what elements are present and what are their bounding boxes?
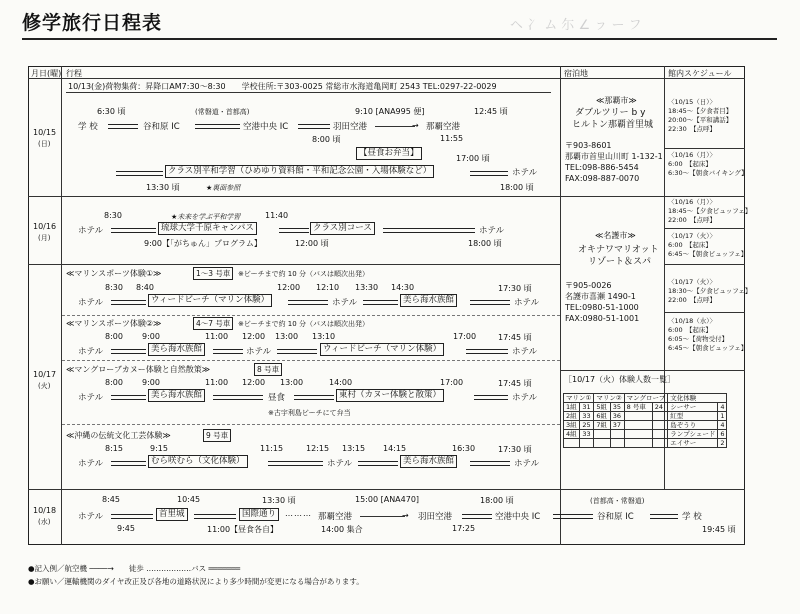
time-label: 13:30 頃 bbox=[262, 496, 296, 505]
count-cell: 24 bbox=[652, 403, 667, 412]
schedule-line: 〈10/16（月）〉 bbox=[668, 198, 716, 206]
bus-line bbox=[470, 461, 510, 466]
schedule-line: 〈10/17（火）〉 bbox=[668, 232, 716, 240]
schedule-line: 22:00 【点呼】 bbox=[668, 216, 716, 224]
shurijo-box: 首里城 bbox=[156, 508, 188, 521]
count-cell bbox=[652, 421, 667, 430]
bus-tag: 9 号車 bbox=[203, 429, 231, 442]
time-label: 11:40 bbox=[265, 211, 289, 220]
walk-line: ……… bbox=[285, 509, 312, 518]
time-label: 17:45 頃 bbox=[498, 379, 532, 388]
schedule-line: 22:00 【点呼】 bbox=[668, 296, 716, 304]
count-cell: 33 bbox=[580, 412, 594, 421]
bus-line bbox=[466, 349, 508, 354]
course-title: ≪沖縄の伝統文化工芸体験≫ bbox=[66, 431, 171, 440]
bus-line bbox=[358, 461, 398, 466]
place-hotel: ホテル bbox=[78, 393, 104, 403]
legend-note: ●記入例／航空機 ────→ 徒歩 ………………バス ═══════ bbox=[28, 564, 241, 573]
bus-line bbox=[213, 349, 243, 354]
bus-line bbox=[277, 349, 317, 354]
bus-line bbox=[116, 171, 163, 176]
time-label: 8:40 bbox=[136, 283, 154, 292]
count-cell: 4組 bbox=[564, 430, 580, 439]
lunch-note: ※古宇利島ビーチにて弁当 bbox=[268, 409, 351, 417]
count-cell: 1 bbox=[718, 412, 727, 421]
course-note: ※ビーチまで約 10 分（バスは順次出発） bbox=[238, 320, 369, 328]
program-label: 9:00【「がちゅん」プログラム】 bbox=[144, 239, 262, 248]
count-table bbox=[563, 393, 727, 448]
lunch-box: 【昼食お弁当】 bbox=[356, 147, 422, 160]
place-airport: 那覇空港 bbox=[426, 122, 461, 132]
aquarium-box: 美ら海水族館 bbox=[400, 455, 457, 468]
schedule-line: 6:45〜【朝食ビュッフェ】 bbox=[668, 344, 748, 352]
bus-tag: 1〜3 号車 bbox=[193, 267, 233, 280]
time-label: 11:00 bbox=[205, 378, 229, 387]
bus-line bbox=[470, 300, 510, 305]
time-label: 13:00 bbox=[280, 378, 304, 387]
count-cell: 8 号車 bbox=[624, 403, 652, 412]
note-underline bbox=[66, 92, 551, 93]
count-cell bbox=[610, 439, 624, 448]
lunch-label: 昼食 bbox=[268, 393, 286, 403]
time-label: 16:30 bbox=[452, 444, 476, 453]
schedule-block bbox=[668, 98, 732, 134]
col-divider bbox=[61, 66, 62, 545]
time-label: 14:00 集合 bbox=[321, 525, 363, 534]
count-cell: 37 bbox=[610, 421, 624, 430]
bus-line bbox=[111, 395, 146, 400]
flight-line bbox=[360, 516, 405, 517]
day-weekday: (日) bbox=[38, 140, 51, 148]
place-hotel: ホテル bbox=[78, 298, 104, 308]
place-hotel: ホテル bbox=[78, 459, 104, 469]
flight-line bbox=[375, 126, 415, 127]
place-hotel: ホテル bbox=[327, 459, 353, 469]
hotel-area: ≪名護市≫ bbox=[595, 231, 636, 240]
time-label: 17:45 頃 bbox=[498, 333, 532, 342]
time-label: 8:00 頃 bbox=[312, 135, 341, 144]
row-divider bbox=[28, 196, 561, 197]
schedule-block bbox=[668, 151, 748, 178]
aquarium-box: 美ら海水族館 bbox=[400, 294, 457, 307]
sched-divider bbox=[664, 228, 745, 229]
count-header: マリン② bbox=[594, 394, 624, 403]
place-hotel: ホテル bbox=[332, 298, 358, 308]
bus-tag: 4〜7 号車 bbox=[193, 317, 233, 330]
count-cell: 1組 bbox=[564, 403, 580, 412]
place-hotel: ホテル bbox=[78, 512, 104, 522]
university-box: 琉球大学千原キャンパス bbox=[158, 222, 257, 235]
header-itinerary: 行程 bbox=[66, 69, 82, 78]
page-title: 修学旅行日程表 bbox=[22, 12, 163, 34]
day-weekday: (火) bbox=[38, 382, 51, 390]
peace-program-note: ★未来を学ぶ平和学習 bbox=[171, 213, 241, 221]
count-row bbox=[564, 412, 727, 421]
count-row bbox=[564, 421, 727, 430]
count-cell: 31 bbox=[580, 403, 594, 412]
count-cell: 3組 bbox=[564, 421, 580, 430]
aquarium-box: 美ら海水族館 bbox=[148, 343, 205, 356]
time-label: 17:00 bbox=[453, 332, 477, 341]
flight-label: 9:10 [ANA995 便] bbox=[355, 107, 425, 116]
time-label: 14:00 bbox=[329, 378, 353, 387]
hotel-address: 名護市喜瀬 1490-1 bbox=[565, 292, 636, 301]
bus-line bbox=[194, 514, 236, 519]
bus-line bbox=[474, 395, 508, 400]
schedule-line: 6:00 【起床】 bbox=[668, 326, 712, 334]
count-cell bbox=[610, 430, 624, 439]
schedule-line: 6:00 【起床】 bbox=[668, 160, 712, 168]
day-date: 10/18 bbox=[33, 506, 57, 515]
row-divider bbox=[560, 370, 745, 371]
place-hotel: ホテル bbox=[479, 226, 505, 236]
place-airport: 那覇空港 bbox=[318, 512, 353, 522]
time-label: 13:30 頃 bbox=[146, 183, 180, 192]
schedule-line: 6:05〜【荷物受付】 bbox=[668, 335, 729, 343]
count-cell bbox=[652, 439, 667, 448]
time-label: 8:00 bbox=[105, 332, 123, 341]
bus-line bbox=[111, 514, 153, 519]
time-label: 13:15 bbox=[342, 444, 366, 453]
time-label: 12:00 頃 bbox=[295, 239, 329, 248]
bus-line bbox=[111, 349, 146, 354]
time-label: 9:00 bbox=[142, 378, 160, 387]
count-cell: 6 bbox=[718, 430, 727, 439]
count-cell bbox=[624, 412, 652, 421]
count-cell: 島ぞうり bbox=[668, 421, 718, 430]
hotel-area: ≪那覇市≫ bbox=[596, 96, 637, 105]
count-cell bbox=[624, 421, 652, 430]
route-label: (首都高・常磐道) bbox=[590, 497, 645, 505]
schedule-block bbox=[668, 198, 751, 225]
count-header-row bbox=[564, 394, 727, 403]
hotel-address: 那覇市首里山川町 1-132-1 bbox=[565, 152, 663, 161]
count-cell bbox=[564, 439, 580, 448]
time-label: 17:30 頃 bbox=[498, 445, 532, 454]
hotel-fax: FAX:098-887-0070 bbox=[565, 174, 640, 183]
schedule-line: 22:30 【点呼】 bbox=[668, 125, 716, 133]
class-course-box: クラス別コース bbox=[310, 222, 375, 235]
bus-line bbox=[288, 300, 328, 305]
row-divider bbox=[28, 489, 745, 490]
place-hotel: ホテル bbox=[514, 298, 540, 308]
count-cell: シーサー bbox=[668, 403, 718, 412]
flight-label: 15:00 [ANA470] bbox=[355, 495, 420, 504]
place-ic: 谷和原 IC bbox=[597, 512, 634, 522]
schedule-line: 〈10/17（火）〉 bbox=[668, 278, 716, 286]
time-label: 11:15 bbox=[260, 444, 284, 453]
sched-divider bbox=[664, 196, 745, 197]
bus-line bbox=[108, 124, 138, 129]
hotel-name: ダブルツリー b y bbox=[575, 108, 646, 118]
time-label: 18:00 頃 bbox=[480, 496, 514, 505]
bus-line bbox=[111, 300, 146, 305]
sub-divider bbox=[62, 424, 560, 425]
bus-line bbox=[298, 124, 330, 129]
schedule-line: 18:30〜【夕食ビュッフェ】 bbox=[668, 287, 752, 295]
arrow-icon: → bbox=[402, 511, 409, 520]
schedule-line: 18:45〜【夕食ビュッフェ】 bbox=[668, 207, 752, 215]
hotel-zip: 〒903-8601 bbox=[565, 141, 612, 150]
time-label: 11:00 bbox=[205, 332, 229, 341]
time-label: 17:25 bbox=[452, 524, 476, 533]
time-label: 17:00 bbox=[440, 378, 464, 387]
schedule-line: 〈10/16（月）〉 bbox=[668, 151, 716, 159]
place-ic: 空港中央 IC bbox=[243, 122, 289, 132]
day-weekday: (月) bbox=[38, 234, 51, 242]
header-date: 月日(曜) bbox=[31, 69, 62, 78]
schedule-line: 〈10/18（水）〉 bbox=[668, 317, 716, 325]
time-label: 6:30 頃 bbox=[97, 107, 126, 116]
bus-line bbox=[195, 124, 240, 129]
title-underline bbox=[22, 38, 777, 40]
hotel-tel: TEL:098-886-5454 bbox=[565, 163, 639, 172]
time-label: 12:00 bbox=[242, 332, 266, 341]
time-label: 13:10 bbox=[312, 332, 336, 341]
time-label: 11:55 bbox=[440, 134, 464, 143]
hotel-fax: FAX:0980-51-1001 bbox=[565, 314, 640, 323]
bus-line bbox=[553, 514, 593, 519]
day-date: 10/15 bbox=[33, 128, 57, 137]
schedule-line: 6:30〜【朝食バイキング】 bbox=[668, 169, 748, 177]
place-hotel: ホテル bbox=[512, 168, 538, 178]
count-cell: 紅型 bbox=[668, 412, 718, 421]
time-label: 14:30 bbox=[391, 283, 415, 292]
sched-divider bbox=[664, 148, 745, 149]
count-cell: 7組 bbox=[594, 421, 610, 430]
count-row bbox=[564, 403, 727, 412]
time-label: 17:00 頃 bbox=[456, 154, 490, 163]
time-label: 8:45 bbox=[102, 495, 120, 504]
row-divider bbox=[28, 264, 561, 265]
course-title: ≪マリンスポーツ体験①≫ bbox=[66, 269, 162, 278]
schedule-block bbox=[668, 232, 747, 259]
course-title: ≪マリンスポーツ体験②≫ bbox=[66, 319, 162, 328]
count-header: マングローブ bbox=[624, 394, 668, 403]
count-cell: ランプシェード bbox=[668, 430, 718, 439]
bus-line bbox=[279, 228, 309, 233]
place-hotel: ホテル bbox=[78, 347, 104, 357]
beach-box: ウィードビーチ（マリン体験） bbox=[320, 343, 444, 356]
hotel-name: オキナワマリオット bbox=[578, 245, 659, 255]
sched-divider bbox=[664, 264, 745, 265]
count-cell bbox=[652, 412, 667, 421]
schedule-block bbox=[668, 317, 747, 353]
time-label: 12:00 bbox=[242, 378, 266, 387]
count-cell: 4 bbox=[718, 421, 727, 430]
time-label: 17:30 頃 bbox=[498, 284, 532, 293]
schedule-line: 6:45〜【朝食ビュッフェ】 bbox=[668, 250, 748, 258]
time-label: 18:00 頃 bbox=[468, 239, 502, 248]
place-hotel: ホテル bbox=[78, 226, 104, 236]
sub-divider bbox=[62, 315, 560, 316]
time-label: 13:00 bbox=[275, 332, 299, 341]
time-label: 9:00 bbox=[142, 332, 160, 341]
place-school: 学 校 bbox=[78, 122, 98, 132]
count-cell: 4 bbox=[718, 403, 727, 412]
count-row bbox=[564, 439, 727, 448]
time-label: 18:00 頃 bbox=[500, 183, 534, 192]
count-title: ［10/17（火）体験人数一覧］ bbox=[564, 375, 676, 384]
count-cell: エイサー bbox=[668, 439, 718, 448]
count-row bbox=[564, 430, 727, 439]
place-school: 学 校 bbox=[682, 512, 702, 522]
day-date: 10/17 bbox=[33, 370, 57, 379]
count-header: 文化体験 bbox=[668, 394, 727, 403]
schedule-line: 18:45〜【夕食者目】 bbox=[668, 107, 733, 115]
canoe-box: 東村（カヌー体験と散策） bbox=[336, 389, 444, 402]
time-label: 12:10 bbox=[316, 283, 340, 292]
place-ic: 谷和原 IC bbox=[143, 122, 180, 132]
count-cell: 35 bbox=[610, 403, 624, 412]
hotel-name: リゾート＆スパ bbox=[588, 257, 652, 267]
count-cell: 6組 bbox=[594, 412, 610, 421]
time-label: 8:30 bbox=[104, 211, 122, 220]
time-label: 9:45 bbox=[117, 524, 135, 533]
bus-line bbox=[383, 228, 475, 233]
place-airport: 羽田空港 bbox=[418, 512, 453, 522]
count-cell bbox=[624, 439, 652, 448]
header-schedule: 館内スケジュール bbox=[668, 69, 732, 78]
time-label: 8:30 bbox=[105, 283, 123, 292]
bus-line bbox=[111, 461, 146, 466]
beach-box: ウィードビーチ（マリン体験） bbox=[148, 294, 272, 307]
arrow-icon: → bbox=[412, 121, 419, 130]
count-cell: 25 bbox=[580, 421, 594, 430]
place-ic: 空港中央 IC bbox=[495, 512, 541, 522]
sub-divider bbox=[62, 360, 560, 361]
time-label: 8:00 bbox=[105, 378, 123, 387]
time-label: 9:15 bbox=[150, 444, 168, 453]
bus-tag: 8 号車 bbox=[254, 363, 282, 376]
course-note: ※ビーチまで約 10 分（バスは順次出発） bbox=[238, 270, 369, 278]
count-cell: 36 bbox=[610, 412, 624, 421]
bus-line bbox=[213, 395, 263, 400]
bus-line bbox=[111, 228, 156, 233]
place-hotel: ホテル bbox=[512, 393, 538, 403]
luggage-note: 10/13(金)荷物集荷：昇降口AM7:30〜8:30 学校住所:〒303-0025 常総市水海道亀岡町 2543 TEL:0297-22-0029 bbox=[68, 82, 497, 91]
schedule-line: 20:00〜【平和講話】 bbox=[668, 116, 733, 124]
time-label: 10:45 bbox=[177, 495, 201, 504]
aquarium-box: 美ら海水族館 bbox=[148, 389, 205, 402]
count-header: マリン① bbox=[564, 394, 594, 403]
time-label: 13:30 bbox=[355, 283, 379, 292]
bus-line bbox=[268, 461, 323, 466]
day-weekday: (水) bbox=[38, 518, 51, 526]
place-hotel: ホテル bbox=[512, 347, 538, 357]
count-cell bbox=[594, 430, 610, 439]
time-label: 14:15 bbox=[383, 444, 407, 453]
bus-line bbox=[470, 171, 508, 176]
count-cell bbox=[624, 430, 652, 439]
schedule-line: 〈10/15（日）〉 bbox=[668, 98, 716, 106]
schedule-line: 6:00 【起床】 bbox=[668, 241, 712, 249]
place-hotel: ホテル bbox=[514, 459, 540, 469]
col-divider bbox=[560, 66, 561, 545]
course-title: ≪マングローブカヌー体験と自然散策≫ bbox=[66, 365, 211, 374]
culture-box: むら咲むら（文化体験） bbox=[148, 455, 248, 468]
bus-line bbox=[363, 300, 398, 305]
schedule-block bbox=[668, 278, 751, 305]
hotel-zip: 〒905-0026 bbox=[565, 281, 612, 290]
count-cell bbox=[594, 439, 610, 448]
sched-divider bbox=[664, 312, 745, 313]
time-label: 12:45 頃 bbox=[474, 107, 508, 116]
class-program-box: クラス別平和学習（ひめゆり資料館・平和記念公園・入場体験など） bbox=[165, 165, 434, 178]
time-label: 12:15 bbox=[306, 444, 330, 453]
time-label: 11:00【昼食各自】 bbox=[207, 525, 279, 534]
count-table-wrap bbox=[563, 393, 727, 448]
reference-note: ★裏面参照 bbox=[206, 184, 241, 192]
time-label: 19:45 頃 bbox=[702, 525, 736, 534]
bleed-through-text: ヘ 冫 ム 尓 ∠ ㇷ ー フ bbox=[510, 18, 642, 33]
header-divider bbox=[28, 78, 745, 79]
hotel-name: ヒルトン那覇首里城 bbox=[572, 120, 654, 130]
hotel-tel: TEL:0980-51-1000 bbox=[565, 303, 639, 312]
row-divider bbox=[560, 196, 664, 197]
count-cell bbox=[580, 439, 594, 448]
count-cell: 2組 bbox=[564, 412, 580, 421]
disclaimer-note: ●お願い／運輸機関のダイヤ改正及び各地の道路状況により多少時間が変更になる場合があります。 bbox=[28, 577, 364, 586]
count-cell bbox=[652, 430, 667, 439]
header-lodging: 宿泊地 bbox=[564, 69, 588, 78]
day-date: 10/16 bbox=[33, 222, 57, 231]
bus-line bbox=[294, 395, 334, 400]
bus-line bbox=[462, 514, 492, 519]
count-cell: 2 bbox=[718, 439, 727, 448]
route-label: (常磐道・首都高) bbox=[195, 108, 250, 116]
count-cell: 5組 bbox=[594, 403, 610, 412]
time-label: 12:00 bbox=[277, 283, 301, 292]
place-hotel: ホテル bbox=[246, 347, 272, 357]
time-label: 8:15 bbox=[105, 444, 123, 453]
bus-line bbox=[650, 514, 678, 519]
place-airport: 羽田空港 bbox=[333, 122, 368, 132]
kokusai-box: 国際通り bbox=[239, 508, 279, 521]
count-cell: 33 bbox=[580, 430, 594, 439]
